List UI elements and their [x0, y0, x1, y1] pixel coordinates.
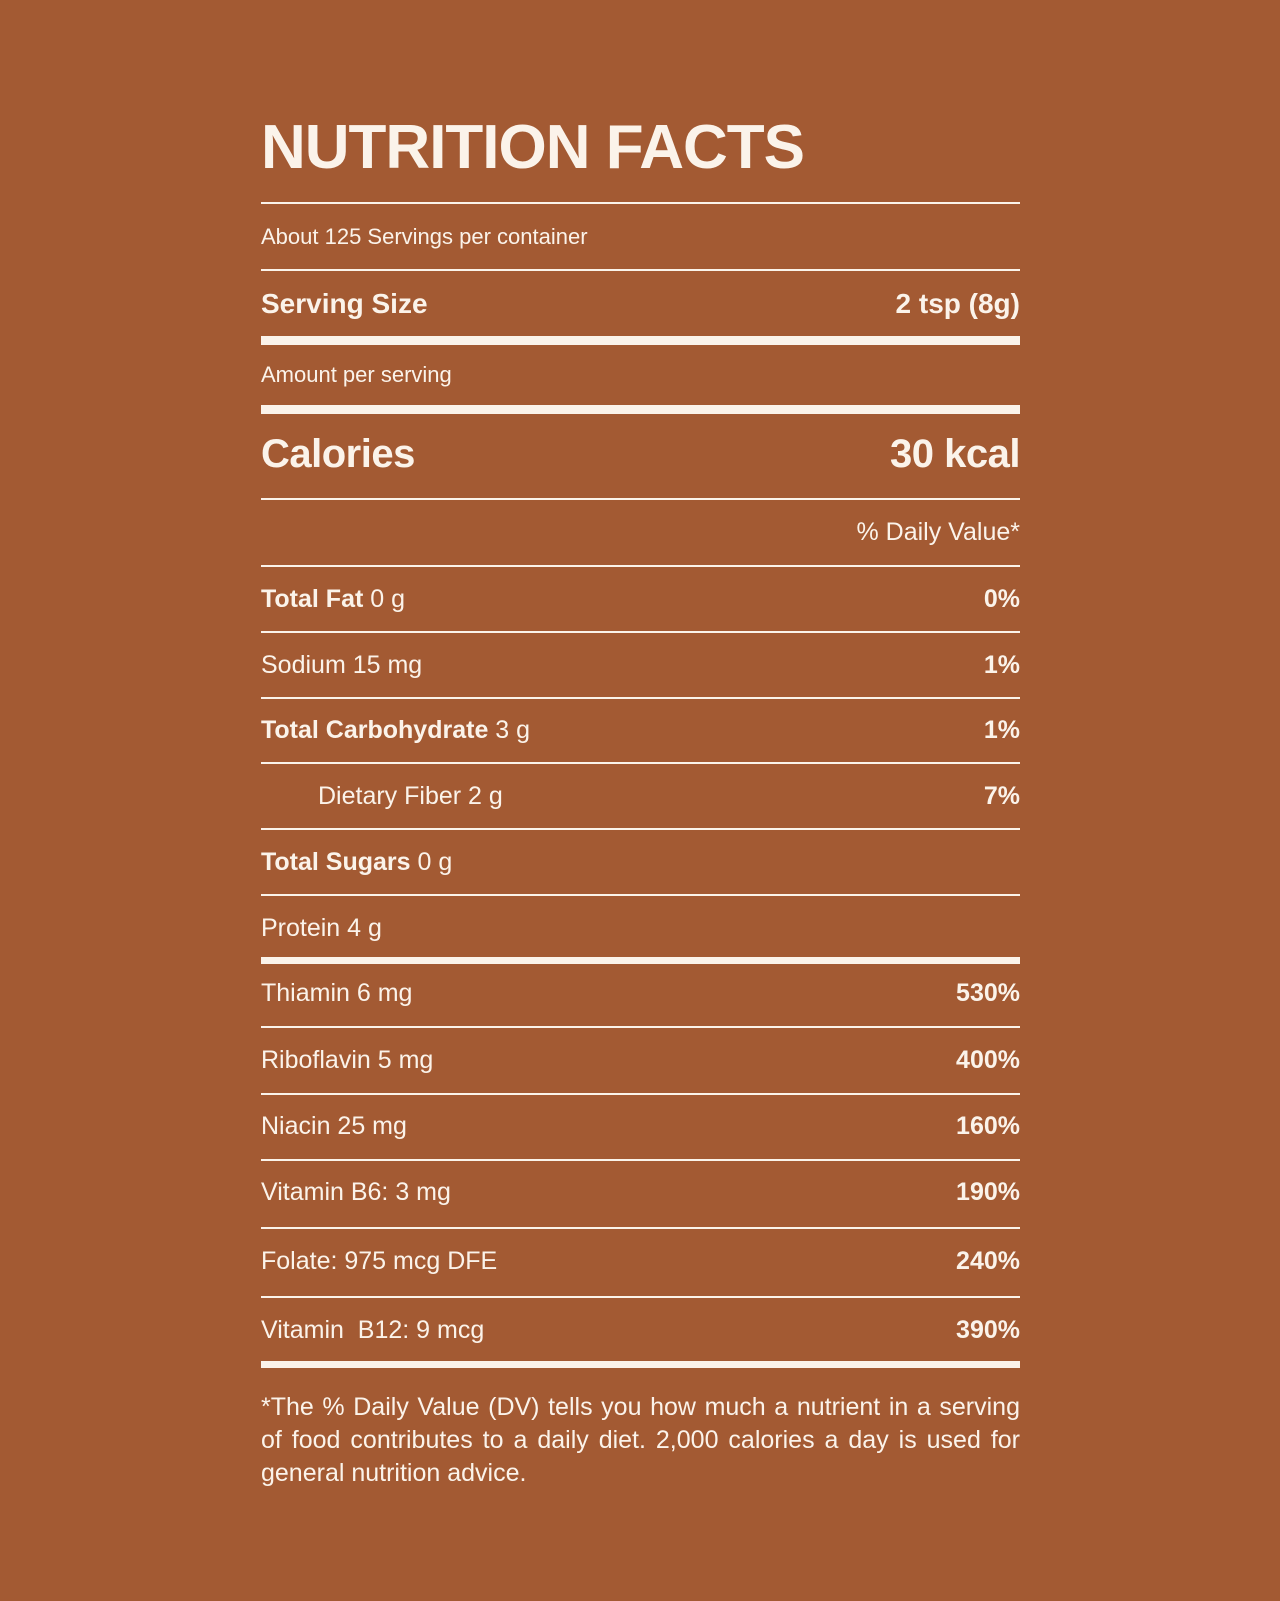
vitamin-row-vitamin-b12 — [261, 1309, 1020, 1351]
nutrient-amount: 0 g — [410, 847, 453, 876]
vitamin-row-thiamin — [261, 972, 1020, 1014]
nutrient-amount: 0 g — [363, 584, 406, 613]
nutrient-dv: 0% — [983, 584, 1020, 613]
vitamin-name: Vitamin B12: 9 mcg — [261, 1315, 485, 1344]
divider — [261, 894, 1020, 896]
thick-divider — [261, 1361, 1020, 1368]
vitamin-dv: 530% — [956, 978, 1020, 1007]
daily-value-footnote: *The % Daily Value (DV) tells you how much a nutrient in a serving of food contributes to a daily diet. 2,000 calories a day is used for general nutrition advice. — [261, 1393, 1020, 1487]
amount-per-serving-row — [261, 357, 1020, 393]
nutrient-row-dietary-fiber — [261, 775, 1020, 817]
nutrient-row-sodium — [261, 644, 1020, 686]
divider — [261, 202, 1020, 204]
thick-divider — [261, 336, 1020, 345]
nutrient-row-total-fat — [261, 578, 1020, 620]
thick-divider — [261, 405, 1020, 414]
divider — [261, 498, 1020, 500]
nutrient-row-protein — [261, 907, 1020, 949]
divider — [261, 1296, 1020, 1298]
divider — [261, 1026, 1020, 1028]
servings-per-container: About 125 Servings per container — [261, 224, 588, 249]
vitamin-row-folate — [261, 1240, 1020, 1282]
divider — [261, 631, 1020, 633]
vitamin-name: Thiamin 6 mg — [261, 978, 413, 1007]
calories-label: Calories — [261, 431, 415, 476]
vitamin-dv: 400% — [956, 1045, 1020, 1074]
divider — [261, 1227, 1020, 1229]
vitamin-dv: 240% — [956, 1246, 1020, 1275]
daily-value-header-row — [261, 512, 1020, 552]
calories-value: 30 kcal — [890, 431, 1020, 476]
divider — [261, 697, 1020, 699]
divider — [261, 762, 1020, 764]
amount-per-serving: Amount per serving — [261, 362, 452, 387]
vitamin-dv: 390% — [956, 1315, 1020, 1344]
vitamin-row-vitamin-b6 — [261, 1171, 1020, 1213]
nutrient-name: Total Carbohydrate — [261, 715, 489, 744]
nutrient-row-total-carbohydrate — [261, 709, 1020, 751]
vitamin-name: Vitamin B6: 3 mg — [261, 1177, 451, 1206]
nutrient-dv: 7% — [983, 781, 1020, 810]
vitamin-row-niacin — [261, 1105, 1020, 1147]
thick-divider — [261, 957, 1020, 964]
nutrient-name: Protein 4 g — [261, 913, 382, 942]
calories-row — [261, 425, 1020, 483]
serving-size-label: Serving Size — [261, 288, 428, 319]
nutrient-name: Total Fat — [261, 584, 364, 613]
divider — [261, 565, 1020, 567]
nutrient-dv: 1% — [983, 650, 1020, 679]
divider — [261, 1159, 1020, 1161]
nutrient-row-total-sugars — [261, 841, 1020, 883]
divider — [261, 1093, 1020, 1095]
divider — [261, 828, 1020, 830]
serving-size-value: 2 tsp (8g) — [895, 288, 1020, 319]
daily-value-header: % Daily Value* — [856, 517, 1020, 546]
nutrient-name: Total Sugars — [261, 847, 411, 876]
vitamin-name: Riboflavin 5 mg — [261, 1045, 434, 1074]
vitamin-name: Niacin 25 mg — [261, 1111, 407, 1140]
vitamin-row-riboflavin — [261, 1039, 1020, 1081]
nutrient-amount: 3 g — [488, 715, 531, 744]
servings-row — [261, 220, 1020, 254]
vitamin-dv: 190% — [956, 1177, 1020, 1206]
nutrient-dv: 1% — [983, 715, 1020, 744]
vitamin-name: Folate: 975 mcg DFE — [261, 1246, 498, 1275]
divider — [261, 269, 1020, 271]
label-title: NUTRITION FACTS — [261, 113, 804, 182]
nutrient-name: Sodium 15 mg — [261, 650, 423, 679]
vitamin-dv: 160% — [956, 1111, 1020, 1140]
serving-size-row — [261, 281, 1020, 327]
nutrient-name: Dietary Fiber 2 g — [318, 781, 503, 810]
